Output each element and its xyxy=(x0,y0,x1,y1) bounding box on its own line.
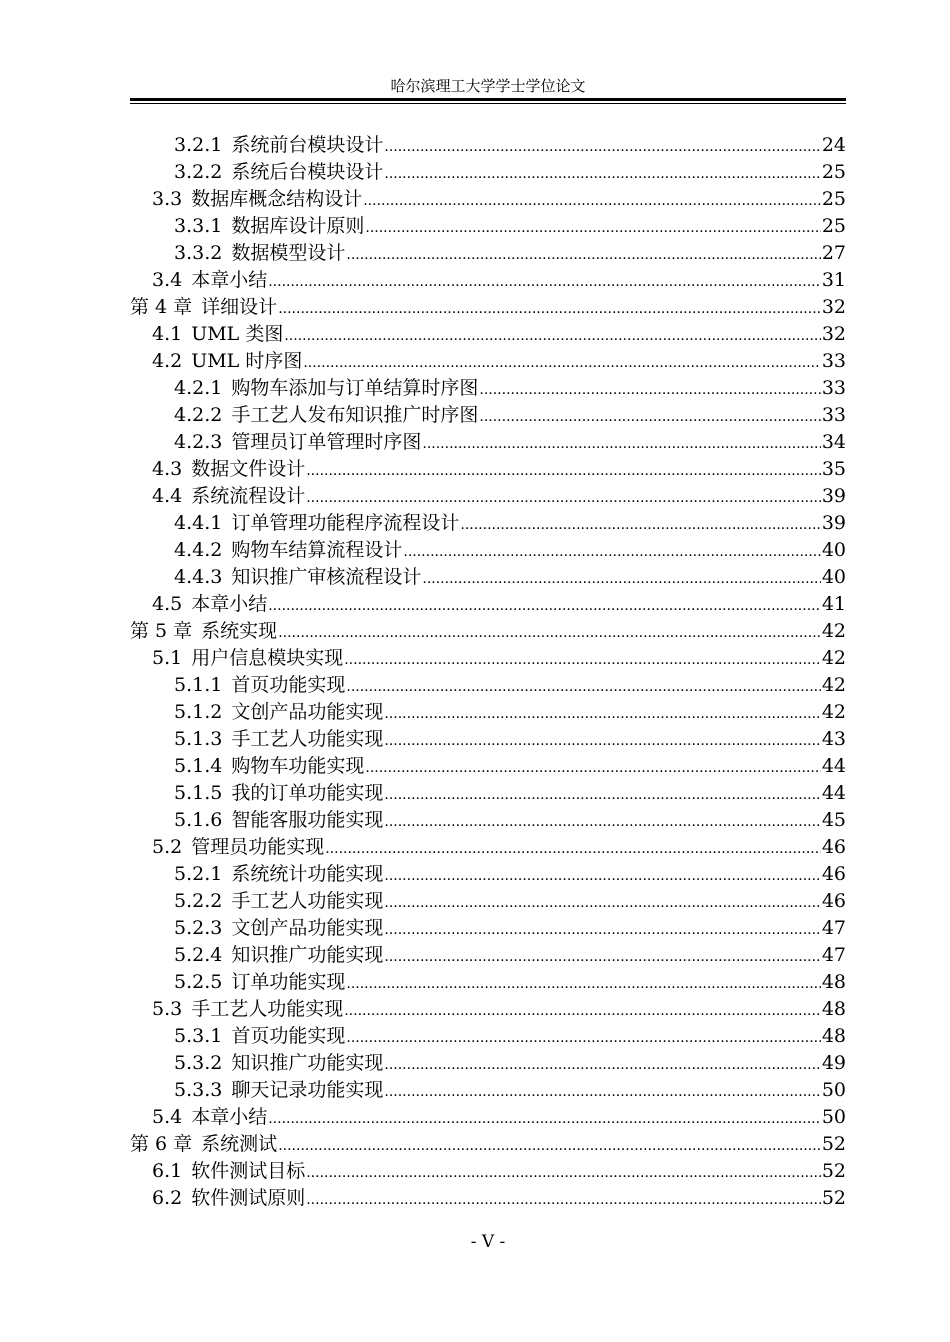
toc-entry-number: 4.2.3 xyxy=(174,431,223,453)
toc-entry-number: 3.2.1 xyxy=(174,134,223,156)
toc-entry[interactable] xyxy=(130,402,846,429)
toc-entry-text: 数据库设计原则 xyxy=(231,215,365,237)
toc-entry[interactable] xyxy=(130,321,846,348)
page-number: - V - xyxy=(470,1232,506,1252)
toc-entry-title xyxy=(174,213,364,240)
toc-entry-number: 5.1.5 xyxy=(174,782,223,804)
toc-entry[interactable] xyxy=(130,456,846,483)
toc-entry-page: 31 xyxy=(821,269,846,291)
toc-entry-text: 首页功能实现 xyxy=(231,674,346,696)
toc-dot-leader xyxy=(278,1133,821,1160)
toc-entry-text: 知识推广功能实现 xyxy=(231,944,384,966)
header-rule-thin xyxy=(130,103,846,104)
toc-entry-title xyxy=(152,645,343,672)
toc-entry-title xyxy=(174,942,383,969)
toc-dot-leader xyxy=(384,161,820,188)
toc-entry-number: 5.2.5 xyxy=(174,971,223,993)
toc-entry-number: 5.1.3 xyxy=(174,728,223,750)
toc-entry-title xyxy=(174,969,345,996)
toc-entry-title xyxy=(174,861,383,888)
toc-entry[interactable] xyxy=(130,564,846,591)
toc-entry-title xyxy=(174,429,421,456)
toc-entry[interactable] xyxy=(130,267,846,294)
toc-entry-page: 47 xyxy=(821,944,846,966)
toc-entry-text: 手工艺人功能实现 xyxy=(231,728,384,750)
toc-dot-leader xyxy=(479,404,820,431)
toc-dot-leader xyxy=(479,377,820,404)
toc-entry-text: 软件测试目标 xyxy=(191,1160,306,1182)
toc-entry[interactable] xyxy=(130,672,846,699)
toc-entry-page: 43 xyxy=(821,728,846,750)
toc-dot-leader xyxy=(346,971,820,998)
toc-entry-number: 5.2 xyxy=(152,836,183,858)
toc-entry-page: 52 xyxy=(821,1160,846,1182)
toc-entry-text: 用户信息模块实现 xyxy=(191,647,344,669)
toc-entry-title xyxy=(152,483,305,510)
toc-entry-page: 33 xyxy=(821,404,846,426)
toc-entry-number: 5.1.1 xyxy=(174,674,223,696)
toc-entry-page: 32 xyxy=(821,323,846,345)
toc-entry-text: 手工艺人功能实现 xyxy=(231,890,384,912)
toc-entry[interactable] xyxy=(130,240,846,267)
toc-entry-number: 5.2.3 xyxy=(174,917,223,939)
toc-dot-leader xyxy=(278,620,821,647)
toc-entry-number: 5.2.1 xyxy=(174,863,223,885)
toc-entry-number: 4.4.1 xyxy=(174,512,223,534)
toc-entry-text: 我的订单功能实现 xyxy=(231,782,384,804)
toc-entry-number: 5.2.2 xyxy=(174,890,223,912)
toc-entry-text: 本章小结 xyxy=(191,593,268,615)
toc-entry-page: 49 xyxy=(821,1052,846,1074)
toc-entry-text: 系统前台模块设计 xyxy=(231,134,384,156)
toc-entry-page: 33 xyxy=(821,377,846,399)
toc-entry-title xyxy=(152,348,302,375)
toc-entry-text: UML 时序图 xyxy=(191,350,303,372)
toc-entry-page: 39 xyxy=(821,485,846,507)
toc-dot-leader xyxy=(422,431,820,458)
toc-dot-leader xyxy=(384,863,820,890)
toc-entry-title xyxy=(174,375,478,402)
toc-entry-title xyxy=(152,267,267,294)
toc-entry-number: 3.4 xyxy=(152,269,183,291)
toc-dot-leader xyxy=(346,674,820,701)
toc-entry-title xyxy=(152,1158,305,1185)
toc-entry-text: 订单功能实现 xyxy=(231,971,346,993)
toc-entry-page: 46 xyxy=(821,836,846,858)
toc-entry-title xyxy=(174,1050,383,1077)
toc-entry-number: 6.1 xyxy=(152,1160,183,1182)
toc-entry[interactable] xyxy=(130,132,846,159)
toc-entry-title xyxy=(152,1104,267,1131)
toc-entry-number: 5.3 xyxy=(152,998,183,1020)
toc-entry-title xyxy=(152,1185,305,1212)
toc-entry-title xyxy=(130,294,277,321)
toc-entry-number: 4.4.3 xyxy=(174,566,223,588)
toc-entry-number: 5.1.6 xyxy=(174,809,223,831)
toc-dot-leader xyxy=(306,1187,821,1214)
toc-dot-leader xyxy=(384,944,820,971)
toc-dot-leader xyxy=(365,215,820,242)
toc-entry-title xyxy=(174,132,383,159)
toc-entry-number: 第 4 章 xyxy=(130,296,193,318)
toc-entry-title xyxy=(152,321,283,348)
toc-entry-page: 40 xyxy=(821,566,846,588)
toc-dot-leader xyxy=(344,998,821,1025)
toc-entry-page: 50 xyxy=(821,1106,846,1128)
toc-dot-leader xyxy=(384,917,820,944)
toc-dot-leader xyxy=(384,134,820,161)
toc-dot-leader xyxy=(268,1106,821,1133)
toc-entry-text: 系统流程设计 xyxy=(191,485,306,507)
toc-entry-page: 25 xyxy=(821,161,846,183)
toc-entry-text: 知识推广审核流程设计 xyxy=(231,566,422,588)
toc-dot-leader xyxy=(460,512,820,539)
toc-entry-number: 4.1 xyxy=(152,323,183,345)
toc-dot-leader xyxy=(268,269,821,296)
toc-entry[interactable] xyxy=(130,996,846,1023)
toc-entry[interactable] xyxy=(130,861,846,888)
toc-entry-title xyxy=(130,1131,277,1158)
toc-entry-title xyxy=(152,996,343,1023)
toc-entry[interactable] xyxy=(130,834,846,861)
toc-entry-page: 25 xyxy=(821,215,846,237)
toc-dot-leader xyxy=(384,1079,820,1106)
toc-entry-text: 数据模型设计 xyxy=(231,242,346,264)
toc-entry-text: 系统统计功能实现 xyxy=(231,863,384,885)
toc-entry-title xyxy=(174,1077,383,1104)
toc-entry-number: 6.2 xyxy=(152,1187,183,1209)
toc-entry-page: 40 xyxy=(821,539,846,561)
toc-entry-title xyxy=(174,915,383,942)
toc-entry[interactable] xyxy=(130,1131,846,1158)
toc-dot-leader xyxy=(306,458,821,485)
toc-entry[interactable] xyxy=(130,1077,846,1104)
toc-entry-title xyxy=(174,780,383,807)
toc-entry-text: 购物车功能实现 xyxy=(231,755,365,777)
toc-entry-text: 本章小结 xyxy=(191,269,268,291)
toc-dot-leader xyxy=(346,242,820,269)
toc-entry[interactable] xyxy=(130,753,846,780)
toc-entry-text: 知识推广功能实现 xyxy=(231,1052,384,1074)
toc-entry-text: 系统实现 xyxy=(201,620,278,642)
toc-dot-leader xyxy=(306,1160,821,1187)
toc-dot-leader xyxy=(346,1025,820,1052)
toc-entry-page: 46 xyxy=(821,890,846,912)
toc-entry-title xyxy=(174,564,421,591)
toc-entry[interactable] xyxy=(130,429,846,456)
toc-entry-text: 文创产品功能实现 xyxy=(231,701,384,723)
toc-entry-page: 33 xyxy=(821,350,846,372)
toc-entry-number: 4.5 xyxy=(152,593,183,615)
toc-entry-number: 第 5 章 xyxy=(130,620,193,642)
toc-entry[interactable] xyxy=(130,510,846,537)
toc-entry[interactable] xyxy=(130,1104,846,1131)
toc-dot-leader xyxy=(278,296,821,323)
toc-entry-title xyxy=(174,159,383,186)
toc-entry-page: 39 xyxy=(821,512,846,534)
toc-dot-leader xyxy=(384,782,820,809)
toc-entry-page: 27 xyxy=(821,242,846,264)
toc-entry[interactable] xyxy=(130,186,846,213)
toc-entry-number: 5.3.2 xyxy=(174,1052,223,1074)
toc-entry-text: 订单管理功能程序流程设计 xyxy=(231,512,460,534)
toc-entry-number: 5.1 xyxy=(152,647,183,669)
toc-entry-title xyxy=(174,672,345,699)
toc-entry-text: 购物车添加与订单结算时序图 xyxy=(231,377,479,399)
toc-entry[interactable] xyxy=(130,213,846,240)
toc-entry[interactable] xyxy=(130,537,846,564)
toc-entry-text: 系统后台模块设计 xyxy=(231,161,384,183)
toc-entry-page: 52 xyxy=(821,1133,846,1155)
toc-entry[interactable] xyxy=(130,1158,846,1185)
toc-dot-leader xyxy=(268,593,821,620)
toc-entry[interactable] xyxy=(130,483,846,510)
toc-entry-page: 32 xyxy=(821,296,846,318)
toc-entry-page: 34 xyxy=(821,431,846,453)
toc-entry-title xyxy=(174,240,345,267)
toc-dot-leader xyxy=(384,701,820,728)
toc-entry-title xyxy=(174,1023,345,1050)
toc-entry-number: 5.3.1 xyxy=(174,1025,223,1047)
toc-entry-number: 4.2.1 xyxy=(174,377,223,399)
toc-entry[interactable] xyxy=(130,807,846,834)
toc-dot-leader xyxy=(403,539,820,566)
toc-entry-number: 4.2.2 xyxy=(174,404,223,426)
toc-entry[interactable] xyxy=(130,294,846,321)
toc-dot-leader xyxy=(365,755,820,782)
toc-entry-text: 数据库概念结构设计 xyxy=(191,188,363,210)
toc-dot-leader xyxy=(303,350,820,377)
toc-entry-number: 4.3 xyxy=(152,458,183,480)
toc-entry-number: 3.3.2 xyxy=(174,242,223,264)
toc-entry-text: 购物车结算流程设计 xyxy=(231,539,403,561)
toc-entry-text: 管理员功能实现 xyxy=(191,836,325,858)
toc-dot-leader xyxy=(325,836,821,863)
toc-entry-title xyxy=(174,726,383,753)
toc-dot-leader xyxy=(384,809,820,836)
toc-entry-number: 5.1.4 xyxy=(174,755,223,777)
toc-entry[interactable] xyxy=(130,159,846,186)
toc-entry[interactable] xyxy=(130,915,846,942)
toc-entry-text: 聊天记录功能实现 xyxy=(231,1079,384,1101)
toc-entry[interactable] xyxy=(130,726,846,753)
toc-dot-leader xyxy=(384,890,820,917)
page-header-title: 哈尔滨理工大学学士学位论文 xyxy=(390,77,586,95)
toc-entry-page: 48 xyxy=(821,1025,846,1047)
toc-entry-text: 智能客服功能实现 xyxy=(231,809,384,831)
toc-entry-page: 25 xyxy=(821,188,846,210)
toc-dot-leader xyxy=(422,566,820,593)
toc-entry-page: 44 xyxy=(821,782,846,804)
toc-entry-number: 3.3.1 xyxy=(174,215,223,237)
toc-entry-text: 手工艺人功能实现 xyxy=(191,998,344,1020)
toc-entry-page: 50 xyxy=(821,1079,846,1101)
toc-entry-page: 44 xyxy=(821,755,846,777)
toc-dot-leader xyxy=(284,323,820,350)
toc-entry-number: 3.3 xyxy=(152,188,183,210)
toc-entry[interactable] xyxy=(130,780,846,807)
toc-entry-title xyxy=(174,402,478,429)
toc-dot-leader xyxy=(384,728,820,755)
toc-entry-title xyxy=(152,186,362,213)
toc-entry-text: 软件测试原则 xyxy=(191,1187,306,1209)
toc-entry-number: 4.2 xyxy=(152,350,183,372)
toc-entry-page: 46 xyxy=(821,863,846,885)
toc-entry-text: 系统测试 xyxy=(201,1133,278,1155)
toc-entry[interactable] xyxy=(130,942,846,969)
toc-entry-text: 手工艺人发布知识推广时序图 xyxy=(231,404,479,426)
toc-dot-leader xyxy=(344,647,821,674)
toc-entry-number: 5.2.4 xyxy=(174,944,223,966)
toc-entry[interactable] xyxy=(130,1050,846,1077)
toc-entry-number: 5.1.2 xyxy=(174,701,223,723)
toc-entry-text: UML 类图 xyxy=(191,323,284,345)
toc-entry-page: 35 xyxy=(821,458,846,480)
toc-entry[interactable] xyxy=(130,591,846,618)
toc-entry-page: 48 xyxy=(821,971,846,993)
header-rule-thick xyxy=(130,98,846,101)
toc-entry-title xyxy=(152,591,267,618)
toc-entry[interactable] xyxy=(130,618,846,645)
toc-entry-text: 首页功能实现 xyxy=(231,1025,346,1047)
toc-entry-page: 48 xyxy=(821,998,846,1020)
toc-entry-page: 42 xyxy=(821,674,846,696)
toc-entry[interactable] xyxy=(130,969,846,996)
toc-entry-title xyxy=(174,888,383,915)
toc-entry-page: 42 xyxy=(821,620,846,642)
toc-entry-title xyxy=(174,807,383,834)
toc-entry-page: 52 xyxy=(821,1187,846,1209)
toc-entry-number: 4.4 xyxy=(152,485,183,507)
toc-entry-number: 5.3.3 xyxy=(174,1079,223,1101)
toc-entry-title xyxy=(174,510,459,537)
toc-entry-page: 42 xyxy=(821,701,846,723)
toc-entry[interactable] xyxy=(130,645,846,672)
toc-entry-title xyxy=(174,699,383,726)
toc-entry-title xyxy=(152,834,324,861)
toc-entry-page: 45 xyxy=(821,809,846,831)
toc-entry-title xyxy=(152,456,305,483)
toc-entry-number: 第 6 章 xyxy=(130,1133,193,1155)
toc-entry-text: 管理员订单管理时序图 xyxy=(231,431,422,453)
toc-entry-title xyxy=(174,753,364,780)
toc-entry[interactable] xyxy=(130,1023,846,1050)
toc-dot-leader xyxy=(306,485,821,512)
toc-entry-text: 详细设计 xyxy=(201,296,278,318)
toc-entry-text: 文创产品功能实现 xyxy=(231,917,384,939)
toc-entry-page: 47 xyxy=(821,917,846,939)
toc-entry-title xyxy=(174,537,402,564)
toc-entry-number: 4.4.2 xyxy=(174,539,223,561)
toc-entry-title xyxy=(130,618,277,645)
toc-entry[interactable] xyxy=(130,888,846,915)
toc-entry[interactable] xyxy=(130,375,846,402)
toc-entry-page: 41 xyxy=(821,593,846,615)
toc-dot-leader xyxy=(363,188,821,215)
toc-entry[interactable] xyxy=(130,348,846,375)
toc-entry-number: 5.4 xyxy=(152,1106,183,1128)
toc-entry[interactable] xyxy=(130,699,846,726)
toc-entry-number: 3.2.2 xyxy=(174,161,223,183)
toc-entry-page: 24 xyxy=(821,134,846,156)
toc-entry-page: 42 xyxy=(821,647,846,669)
toc-entry-text: 本章小结 xyxy=(191,1106,268,1128)
toc-dot-leader xyxy=(384,1052,820,1079)
toc-entry-text: 数据文件设计 xyxy=(191,458,306,480)
table-of-contents xyxy=(130,132,846,1212)
toc-entry[interactable] xyxy=(130,1185,846,1212)
